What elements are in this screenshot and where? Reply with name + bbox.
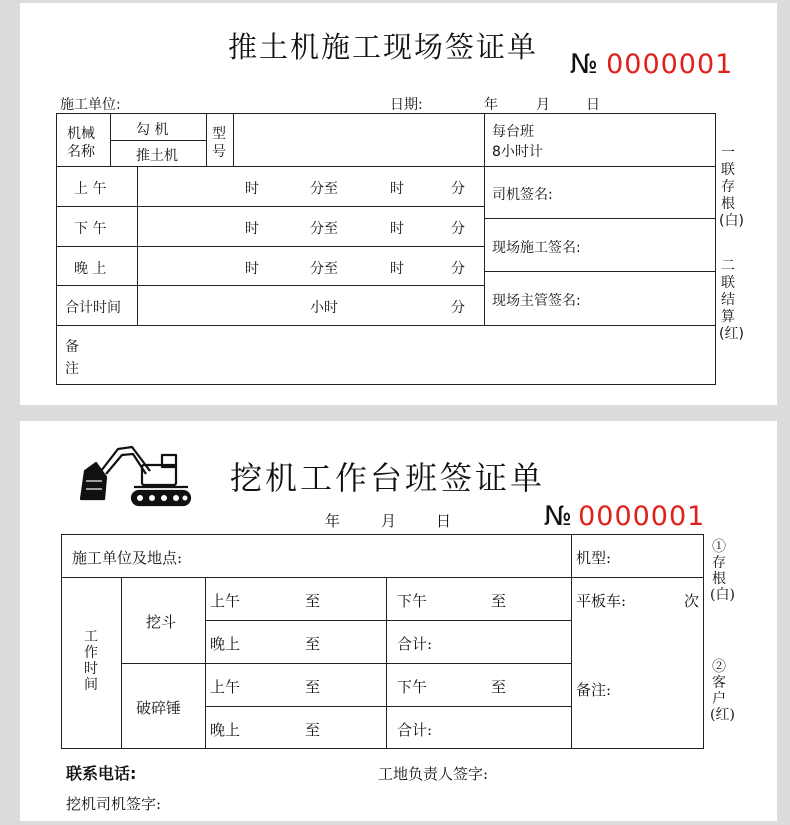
bucket-total-label: 合计: — [397, 635, 433, 653]
breaker-afternoon-label: 下午 — [397, 678, 428, 696]
number-sign: № — [544, 501, 573, 532]
work-time-label: 工作时间 — [84, 629, 98, 693]
breaker-evening-label: 晚上 — [210, 721, 241, 739]
copy1-stub-white-label: ①存根(白) — [710, 539, 735, 603]
machine-model-label: 机型: — [576, 549, 612, 567]
afternoon-min: 分 — [451, 221, 465, 237]
form1-title: 推土机施工现场签证单 — [228, 30, 539, 64]
evening-label: 晚 上 — [74, 261, 107, 277]
copy2-customer-red-label: ②客户(红) — [710, 659, 735, 723]
construction-unit-label: 施工单位: — [60, 97, 121, 113]
remark-label-line2: 注 — [65, 361, 79, 377]
supervisor-signature-label: 现场主管签名: — [492, 293, 581, 309]
per-shift-label: 每台班 — [492, 124, 534, 140]
contact-phone-label: 联系电话: — [66, 764, 137, 783]
remark-label: 备注: — [576, 681, 612, 699]
evening-min: 分 — [451, 261, 465, 277]
evening-hour2: 时 — [390, 261, 404, 277]
total-time-label: 合计时间 — [65, 300, 121, 316]
morning-label: 上 午 — [74, 181, 107, 197]
bucket-afternoon-label: 下午 — [397, 592, 428, 610]
breaker-morning-label: 上午 — [210, 678, 241, 696]
date-month: 月 — [536, 97, 550, 113]
date-year: 年 — [484, 97, 498, 113]
machine-name-label-line1: 机械 — [67, 126, 95, 142]
morning-min: 分 — [451, 181, 465, 197]
total-min: 分 — [451, 300, 465, 316]
eight-hour-label: 8小时计 — [492, 144, 543, 160]
form1-serial-number — [570, 49, 733, 80]
copy1-stub-white-label: 一联存根(白) — [719, 145, 744, 229]
breaker-total-label: 合计: — [397, 721, 433, 739]
model-label-line1: 型 — [212, 126, 226, 142]
site-and-location-label: 施工单位及地点: — [72, 549, 183, 567]
morning-min-to: 分至 — [310, 181, 338, 197]
afternoon-hour: 时 — [245, 221, 259, 237]
number-sign: № — [570, 49, 599, 80]
machine-name-label-line2: 名称 — [67, 144, 95, 160]
breaker-morning-to: 至 — [305, 678, 321, 696]
bucket-evening-to: 至 — [305, 635, 321, 653]
model-label-line2: 号 — [212, 144, 226, 160]
breaker-hammer-label: 破碎锤 — [136, 699, 182, 717]
serial-digits: 0000001 — [606, 49, 734, 80]
bucket-afternoon-to: 至 — [491, 592, 507, 610]
copy2-settlement-red-label: 二联结算(红) — [719, 258, 744, 342]
date-year: 年 — [325, 512, 341, 530]
flatbed-truck-label: 平板车: — [576, 592, 627, 610]
date-day: 日 — [436, 512, 452, 530]
bucket-morning-label: 上午 — [210, 592, 241, 610]
afternoon-label: 下 午 — [74, 221, 107, 237]
excavator-icon — [76, 441, 196, 513]
date-day: 日 — [586, 97, 600, 113]
bucket-evening-label: 晚上 — [210, 635, 241, 653]
afternoon-min-to: 分至 — [310, 221, 338, 237]
bucket-morning-to: 至 — [305, 592, 321, 610]
machine-option-bulldozer: 推土机 — [136, 148, 178, 164]
date-label: 日期: — [390, 97, 423, 113]
site-manager-signature-label: 工地负责人签字: — [378, 765, 489, 783]
total-hours: 小时 — [310, 300, 338, 316]
bucket-label: 挖斗 — [146, 613, 177, 631]
excavator-shift-voucher-form — [20, 421, 777, 821]
breaker-afternoon-to: 至 — [491, 678, 507, 696]
form2-serial-number — [544, 501, 705, 532]
date-month: 月 — [381, 512, 397, 530]
flatbed-times-unit: 次 — [684, 592, 700, 610]
morning-hour2: 时 — [390, 181, 404, 197]
remark-label-line1: 备 — [65, 339, 79, 355]
form2-title: 挖机工作台班签证单 — [230, 459, 546, 497]
evening-min-to: 分至 — [310, 261, 338, 277]
serial-digits: 0000001 — [578, 501, 706, 532]
machine-option-excavator: 勾 机 — [136, 122, 169, 138]
afternoon-hour2: 时 — [390, 221, 404, 237]
excavator-driver-signature-label: 挖机司机签字: — [66, 795, 162, 813]
bulldozer-voucher-form — [20, 3, 777, 405]
morning-hour: 时 — [245, 181, 259, 197]
evening-hour: 时 — [245, 261, 259, 277]
site-signature-label: 现场施工签名: — [492, 240, 581, 256]
driver-signature-label: 司机签名: — [492, 187, 553, 203]
breaker-evening-to: 至 — [305, 721, 321, 739]
